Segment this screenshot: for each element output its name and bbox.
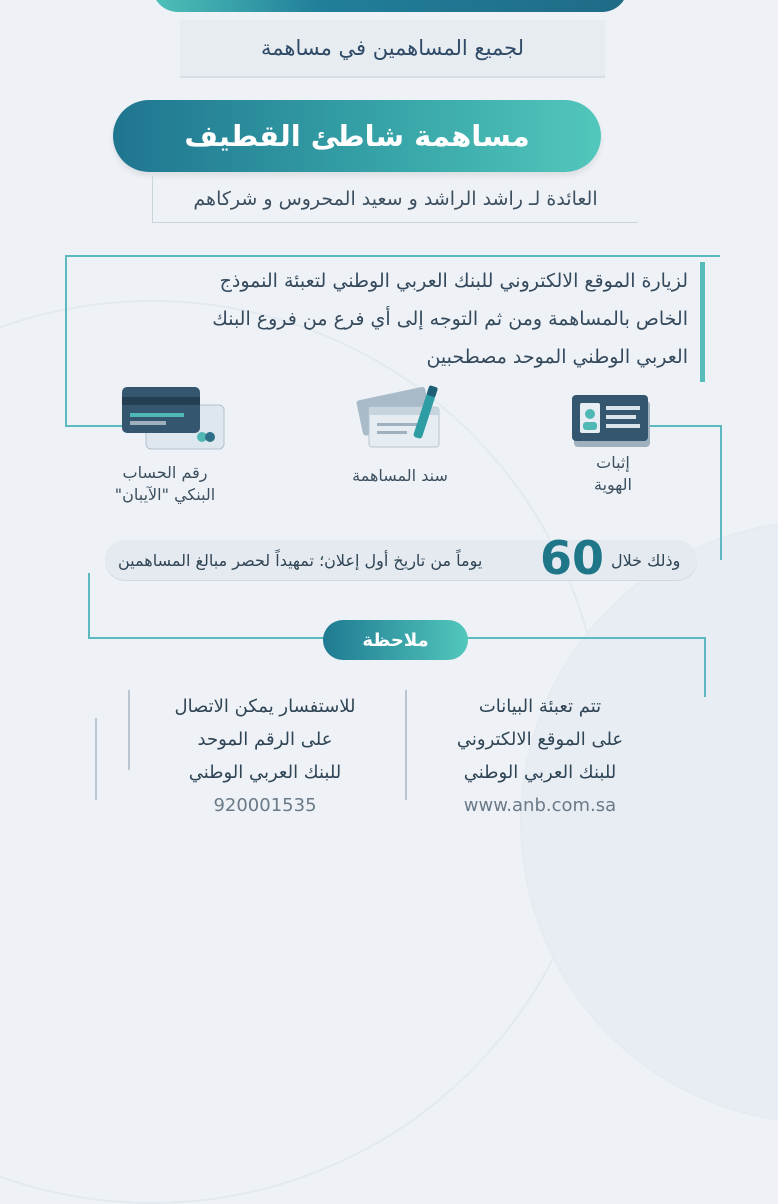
instructions-line: لزيارة الموقع الالكتروني للبنك العربي الوطني لتعبئة النموذج — [219, 270, 688, 292]
cheque-label: سند المساهمة — [352, 466, 448, 485]
deadline-prefix: وذلك خلال — [611, 551, 681, 570]
frame-line — [704, 637, 706, 697]
frame-line — [128, 690, 130, 770]
deadline-suffix: يوماً من تاريخ أول إعلان؛ تمهيداً لحصر مبالغ المساهمين — [118, 551, 483, 570]
note-left-line: للبنك العربي الوطني — [188, 762, 342, 783]
iban-label-line1: رقم الحساب — [122, 463, 208, 482]
frame-line — [405, 690, 407, 800]
website-link[interactable]: www.anb.com.sa — [463, 795, 617, 816]
phone-number[interactable]: 920001535 — [213, 795, 317, 816]
document-label-iban — [95, 462, 235, 506]
frame-line — [65, 425, 125, 427]
page-title: مساهمة شاطئ القطيف — [113, 100, 601, 172]
note-left-line: للاستفسار يمكن الاتصال — [174, 696, 356, 717]
note-right-line: للبنك العربي الوطني — [463, 762, 617, 783]
frame-line — [88, 573, 90, 639]
frame-line — [65, 255, 67, 427]
frame-line — [65, 255, 720, 257]
instructions-line: العربي الوطني الموحد مصطحبين — [426, 346, 688, 368]
note-left-line: على الرقم الموحد — [197, 729, 333, 750]
id-card-icon — [572, 395, 654, 449]
frame-line — [720, 425, 722, 560]
owners-text: العائدة لـ راشد الراشد و سعيد المحروس و شركاهم — [152, 176, 638, 223]
document-label-cheque — [330, 465, 470, 487]
frame-line — [650, 425, 720, 427]
note-right — [415, 690, 665, 822]
note-label: ملاحظة — [323, 620, 468, 660]
note-right-line: تتم تعبئة البيانات — [478, 696, 602, 717]
top-banner — [152, 0, 628, 12]
note-left — [140, 690, 390, 822]
document-label-id — [548, 452, 678, 496]
subtitle: لجميع المساهمين في مساهمة — [180, 20, 605, 76]
deadline-days: 60 — [540, 531, 605, 585]
frame-line — [95, 718, 97, 800]
instructions-line: الخاص بالمساهمة ومن ثم التوجه إلى أي فرع من فروع البنك — [212, 308, 688, 330]
instructions-text — [70, 262, 705, 382]
iban-label-line2: البنكي "الآيبان" — [114, 485, 216, 504]
frame-line — [466, 637, 706, 639]
id-label-line1: إثبات — [596, 453, 630, 472]
note-right-line: على الموقع الالكتروني — [456, 729, 624, 750]
frame-line — [88, 637, 324, 639]
cheque-pen-icon — [355, 385, 447, 455]
bank-card-icon — [118, 385, 228, 453]
id-label-line2: الهوية — [594, 475, 632, 494]
